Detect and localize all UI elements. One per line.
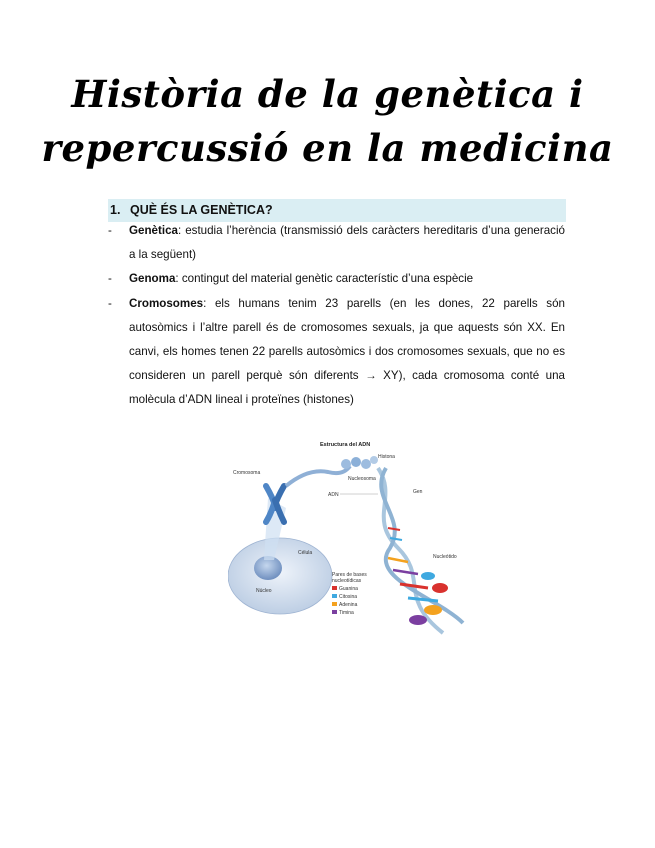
cell-shape (228, 538, 332, 614)
label-histona: Histona (378, 454, 395, 460)
label-nucleosoma: Nucleosoma (348, 476, 376, 482)
list-item-genoma (129, 267, 565, 291)
legend-label-citosina: Citosina (339, 594, 358, 600)
label-celula: Célula (298, 550, 313, 556)
definition-genetica: : estudia l’herència (transmissió dels caràcters hereditaris d’una generació a la següent) (129, 224, 565, 261)
figure-title: Estructura del ADN (320, 442, 371, 448)
label-cromosoma: Cromosoma (233, 470, 261, 476)
bullet-dash: - (108, 297, 112, 310)
chromatin-strand (286, 466, 350, 486)
label-gen: Gen (413, 489, 423, 495)
term-genoma: Genoma (129, 272, 176, 285)
legend-label-timina: Timina (339, 610, 354, 616)
label-adn: ADN (328, 492, 339, 498)
legend-swatch-guanina (332, 586, 337, 590)
legend-swatch-citosina (332, 594, 337, 598)
label-nucleo: Núcleo (256, 588, 272, 594)
dna-structure-figure (228, 438, 478, 638)
definition-genoma: : contingut del material genètic característic d’una espècie (175, 272, 474, 285)
legend-swatch-timina (332, 610, 337, 614)
term-genetica: Genètica (129, 224, 178, 237)
section-heading-text: QUÈ ÉS LA GENÈTICA? (130, 203, 273, 217)
legend-swatch-adenina (332, 602, 337, 606)
bullet-dash: - (108, 224, 112, 237)
term-cromosomes: Cromosomes (129, 297, 204, 310)
definition-cromosomes: : els humans tenim 23 parells (en les dones, 22 parells són autosòmics i l’altre parell és de cromosomes sexuals, ja que aquests són XX. En canvi, els homes tenen 22 parells autosòmics i dos cromosomes sexuals, que no es consideren un parell perquè són diferents → XY), cada cromosoma conté una molècula d’ADN lineal i proteïnes (histones) (129, 297, 565, 406)
list-item-genetica (129, 219, 565, 267)
section-number: 1. (110, 203, 121, 217)
page-title-line-2: repercussió en la medicina (41, 126, 614, 170)
page-title-line-1: Història de la genètica i (71, 72, 584, 116)
dna-structure-illustration (228, 438, 478, 638)
legend-title-2: nucleotídicas (332, 578, 362, 584)
legend-label-adenina: Adenina (339, 602, 358, 608)
legend-label-guanina: Guanina (339, 586, 358, 592)
nucleosome-icon (341, 456, 378, 469)
bullet-dash: - (108, 272, 112, 285)
label-nucleotido: Nucleótido (433, 554, 457, 560)
list-item-cromosomes (129, 292, 565, 412)
base-pair-legend (332, 572, 367, 616)
legend-title-1: Pares de bases (332, 572, 367, 578)
